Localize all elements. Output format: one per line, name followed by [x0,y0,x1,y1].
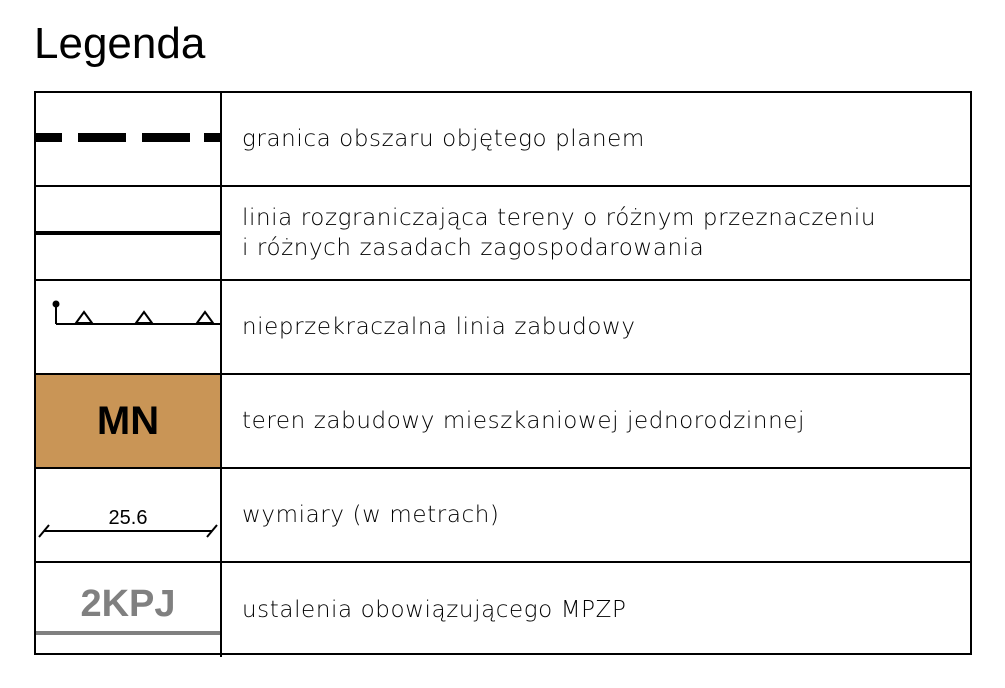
mn-fill-swatch [36,375,220,467]
legend-row-building-line [36,281,970,375]
mn-area-symbol [36,375,222,467]
dimensions-description [242,469,960,561]
description-line: teren zabudowy mieszkaniowej jednorodzinnej [242,408,805,434]
existing-mpzp-description [242,563,960,657]
mn-area-description [242,375,960,467]
description-line: granica obszaru objętego planem [242,126,645,152]
description-line: linia rozgraniczająca tereny o różnym przeznaczeniu [242,205,877,231]
legend-row-mn-area [36,375,970,469]
building-line-triangles-icon [36,281,220,373]
legend-row-existing-mpzp [36,563,970,657]
plan-boundary-symbol [36,93,222,185]
mn-code-label: MN [96,398,160,443]
description-line: i różnych zasadach zagospodarowania [242,235,705,261]
demarcation-line-symbol [36,187,222,279]
legend-title: Legenda [34,19,206,68]
plan-boundary-description [242,93,960,185]
existing-mpzp-symbol [36,563,222,657]
legend-row-demarcation-line [36,187,970,281]
solid-demarcation-line-icon [36,187,220,279]
building-line-symbol [36,281,222,373]
description-line: ustalenia obowiązującego MPZP [242,597,627,623]
dimension-value-label: 25.6 [108,507,148,529]
dimensions-symbol [36,469,222,561]
kpj-underline [36,631,220,635]
description-line: wymiary (w metrach) [242,502,500,528]
building-line-description [242,281,960,373]
demarcation-line-description [242,187,960,279]
legend-table [34,91,972,655]
legend-row-plan-boundary [36,93,970,187]
description-line: nieprzekraczalna linia zabudowy [242,314,636,340]
dimension-line-icon [36,469,220,561]
dashed-boundary-line-icon [36,93,220,185]
kpj-code-label: 2KPJ [80,583,176,625]
legend-row-dimensions [36,469,970,563]
